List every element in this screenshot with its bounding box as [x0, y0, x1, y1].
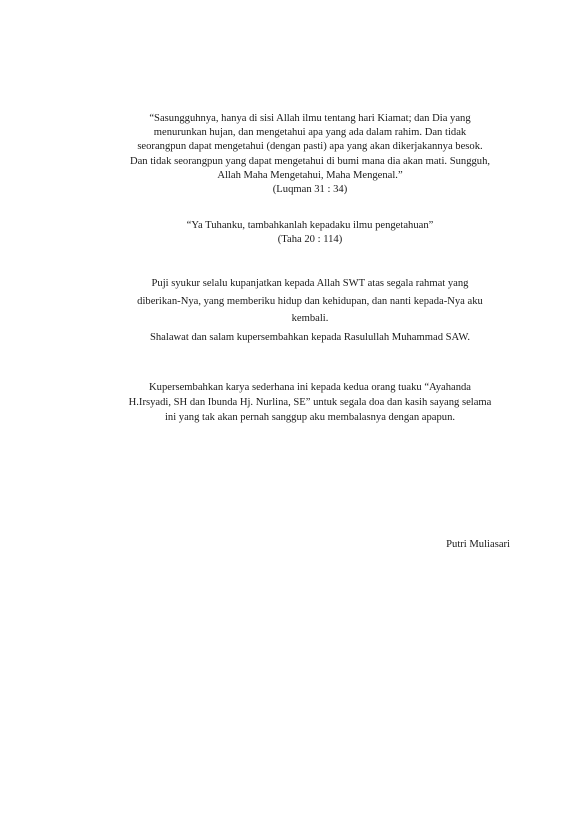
quran-quote-line: Dan tidak seorangpun yang dapat mengetahui di bumi mana dia akan mati. Sungguh,	[129, 155, 491, 167]
prayer-quote-reference: (Taha 20 : 114)	[277, 234, 343, 246]
prayer-quote-text: “Ya Tuhanku, tambahkanlah kepadaku ilmu pengetahuan”	[186, 220, 434, 231]
quran-quote-line: seorangpun dapat mengetahui (dengan pasti) apa yang akan dikerjakannya besok.	[137, 141, 483, 153]
gratitude-paragraph	[100, 275, 520, 328]
quran-quote-line: menurunkan hujan, dan mengetahui apa yang ada dalam rahim. Dan tidak	[153, 127, 467, 139]
dedication-line: H.Irsyadi, SH dan Ibunda Hj. Nurlina, SE” untuk segala doa dan kasih sayang selama	[128, 397, 492, 409]
dedication-paragraph	[100, 380, 520, 426]
salawat-text: Shalawat dan salam kupersembahkan kepada Rasulullah Muhammad SAW.	[149, 332, 471, 343]
gratitude-line: Puji syukur selalu kupanjatkan kepada Allah SWT atas segala rahmat yang	[151, 278, 469, 289]
dedication-line: ini yang tak akan pernah sanggup aku membalasnya dengan apapun.	[164, 412, 456, 424]
gratitude-line: diberikan-Nya, yang memberiku hidup dan kehidupan, dan nanti kepada-Nya aku	[137, 295, 483, 307]
quran-quote-block	[100, 112, 520, 197]
gratitude-line: kembali.	[291, 313, 329, 324]
signature-name: Putri Muliasari	[446, 539, 510, 550]
quran-quote-reference: (Luqman 31 : 34)	[272, 184, 348, 196]
salawat-paragraph	[100, 331, 520, 345]
prayer-quote-block	[100, 219, 520, 247]
dedication-line: Kupersembahkan karya sederhana ini kepada kedua orang tuaku “Ayahanda	[149, 382, 471, 393]
quran-quote-line: “Sasungguhnya, hanya di sisi Allah ilmu tentang hari Kiamat; dan Dia yang	[149, 113, 471, 124]
quran-quote-line: Allah Maha Mengetahui, Maha Mengenal.”	[217, 169, 403, 181]
